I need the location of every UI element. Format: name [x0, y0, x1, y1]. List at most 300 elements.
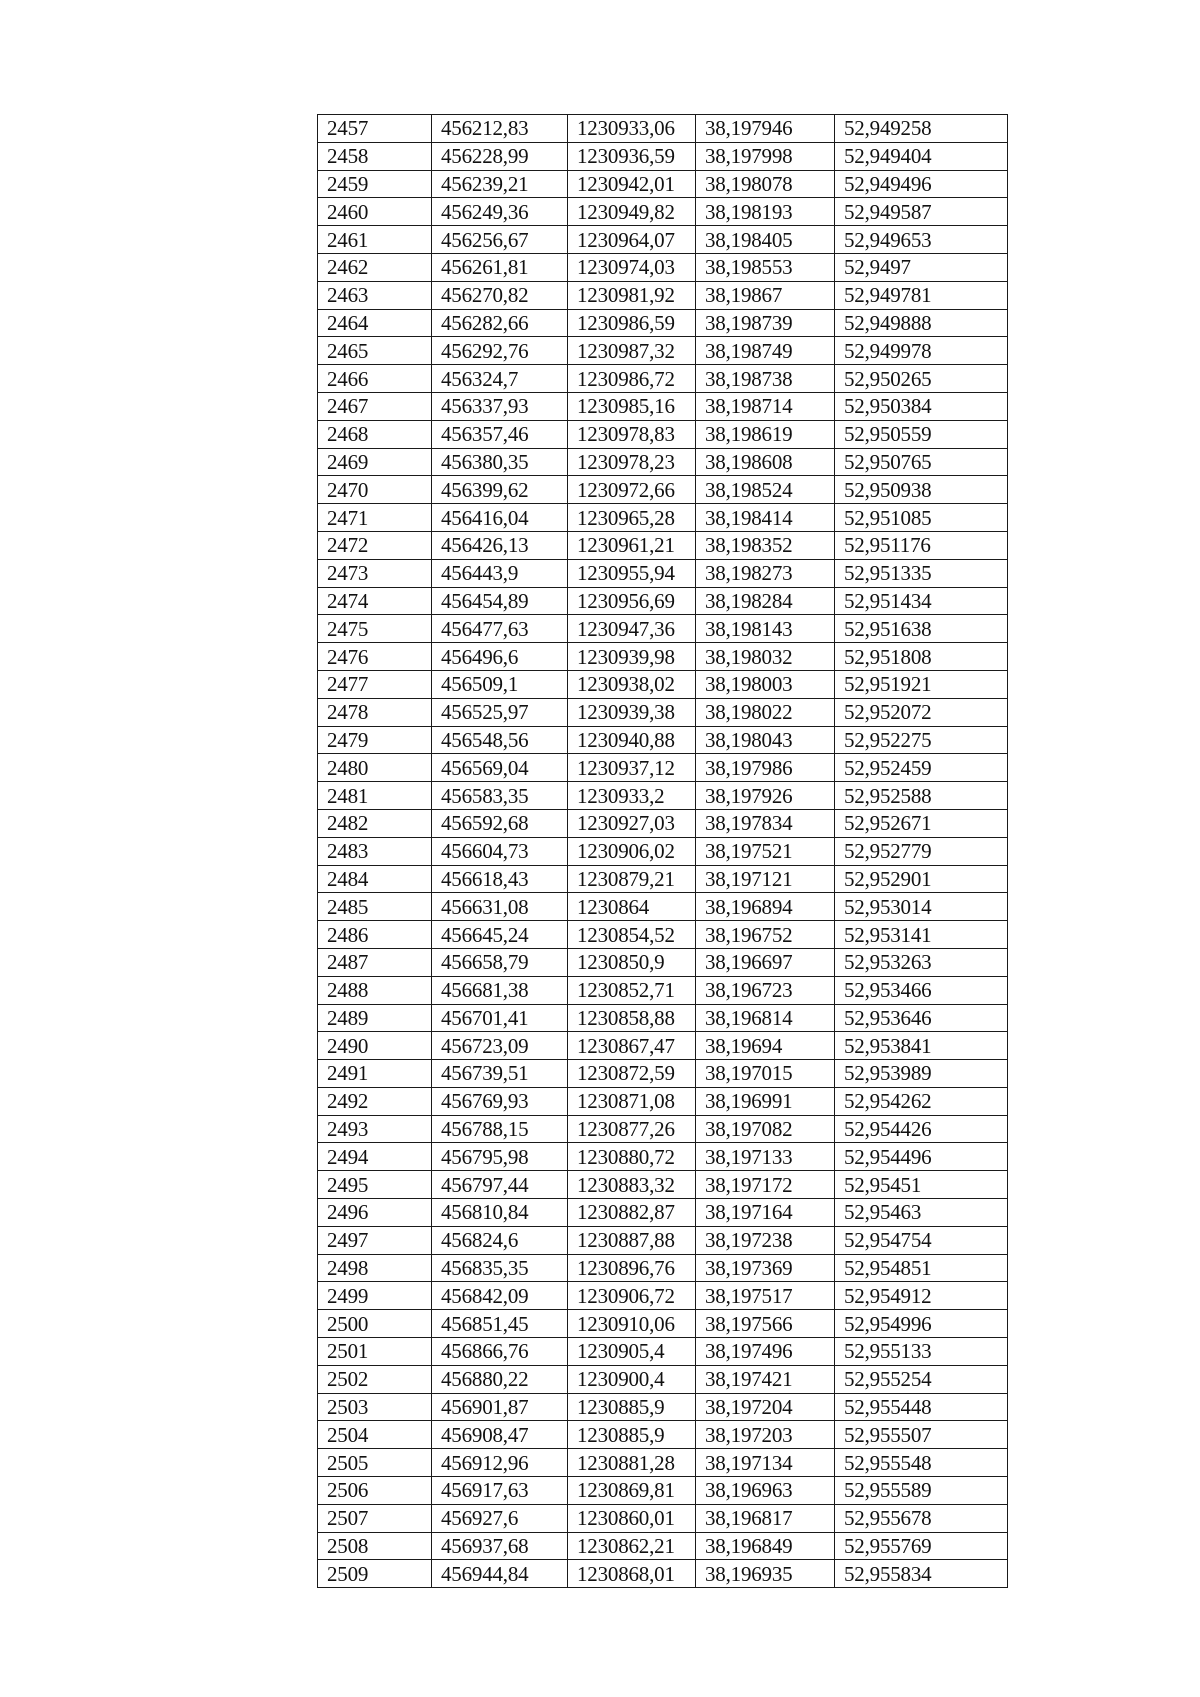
table-row	[318, 587, 1008, 615]
x-coordinate-cell: 456249,36	[432, 198, 568, 226]
x-coordinate-cell: 456866,76	[432, 1338, 568, 1366]
longitude-cell: 38,198714	[696, 392, 835, 420]
x-coordinate-cell: 456239,21	[432, 170, 568, 198]
y-coordinate-cell: 1230879,21	[568, 865, 696, 893]
table-row	[318, 1087, 1008, 1115]
latitude-cell: 52,955254	[835, 1365, 1008, 1393]
table-row	[318, 670, 1008, 698]
latitude-cell: 52,954996	[835, 1310, 1008, 1338]
table-row	[318, 1004, 1008, 1032]
y-coordinate-cell: 1230882,87	[568, 1199, 696, 1227]
y-coordinate-cell: 1230938,02	[568, 670, 696, 698]
y-coordinate-cell: 1230872,59	[568, 1060, 696, 1088]
point-number-cell: 2463	[318, 281, 432, 309]
longitude-cell: 38,197015	[696, 1060, 835, 1088]
y-coordinate-cell: 1230896,76	[568, 1254, 696, 1282]
y-coordinate-cell: 1230905,4	[568, 1338, 696, 1366]
point-number-cell: 2484	[318, 865, 432, 893]
table-row	[318, 726, 1008, 754]
y-coordinate-cell: 1230906,02	[568, 837, 696, 865]
longitude-cell: 38,197238	[696, 1226, 835, 1254]
longitude-cell: 38,196814	[696, 1004, 835, 1032]
point-number-cell: 2464	[318, 309, 432, 337]
latitude-cell: 52,951638	[835, 615, 1008, 643]
longitude-cell: 38,198273	[696, 559, 835, 587]
table-row	[318, 1338, 1008, 1366]
latitude-cell: 52,954426	[835, 1115, 1008, 1143]
point-number-cell: 2503	[318, 1393, 432, 1421]
x-coordinate-cell: 456256,67	[432, 226, 568, 254]
latitude-cell: 52,955507	[835, 1421, 1008, 1449]
latitude-cell: 52,954262	[835, 1087, 1008, 1115]
latitude-cell: 52,954851	[835, 1254, 1008, 1282]
y-coordinate-cell: 1230974,03	[568, 253, 696, 281]
latitude-cell: 52,949653	[835, 226, 1008, 254]
y-coordinate-cell: 1230862,21	[568, 1532, 696, 1560]
x-coordinate-cell: 456788,15	[432, 1115, 568, 1143]
longitude-cell: 38,197834	[696, 809, 835, 837]
longitude-cell: 38,197517	[696, 1282, 835, 1310]
x-coordinate-cell: 456509,1	[432, 670, 568, 698]
point-number-cell: 2457	[318, 115, 432, 143]
latitude-cell: 52,949781	[835, 281, 1008, 309]
longitude-cell: 38,197521	[696, 837, 835, 865]
longitude-cell: 38,196935	[696, 1560, 835, 1588]
x-coordinate-cell: 456810,84	[432, 1199, 568, 1227]
point-number-cell: 2495	[318, 1171, 432, 1199]
y-coordinate-cell: 1230871,08	[568, 1087, 696, 1115]
latitude-cell: 52,955678	[835, 1504, 1008, 1532]
table-row	[318, 698, 1008, 726]
longitude-cell: 38,198414	[696, 504, 835, 532]
y-coordinate-cell: 1230933,06	[568, 115, 696, 143]
longitude-cell: 38,198003	[696, 670, 835, 698]
y-coordinate-cell: 1230885,9	[568, 1421, 696, 1449]
table-row	[318, 1199, 1008, 1227]
longitude-cell: 38,197998	[696, 142, 835, 170]
x-coordinate-cell: 456282,66	[432, 309, 568, 337]
point-number-cell: 2485	[318, 893, 432, 921]
table-row	[318, 865, 1008, 893]
latitude-cell: 52,952072	[835, 698, 1008, 726]
latitude-cell: 52,949978	[835, 337, 1008, 365]
latitude-cell: 52,953141	[835, 921, 1008, 949]
point-number-cell: 2500	[318, 1310, 432, 1338]
y-coordinate-cell: 1230949,82	[568, 198, 696, 226]
longitude-cell: 38,197926	[696, 782, 835, 810]
x-coordinate-cell: 456399,62	[432, 476, 568, 504]
latitude-cell: 52,953989	[835, 1060, 1008, 1088]
x-coordinate-cell: 456880,22	[432, 1365, 568, 1393]
latitude-cell: 52,954912	[835, 1282, 1008, 1310]
table-row	[318, 365, 1008, 393]
x-coordinate-cell: 456701,41	[432, 1004, 568, 1032]
table-row	[318, 1504, 1008, 1532]
x-coordinate-cell: 456631,08	[432, 893, 568, 921]
y-coordinate-cell: 1230885,9	[568, 1393, 696, 1421]
point-number-cell: 2471	[318, 504, 432, 532]
latitude-cell: 52,955448	[835, 1393, 1008, 1421]
y-coordinate-cell: 1230937,12	[568, 754, 696, 782]
longitude-cell: 38,197082	[696, 1115, 835, 1143]
x-coordinate-cell: 456525,97	[432, 698, 568, 726]
x-coordinate-cell: 456835,35	[432, 1254, 568, 1282]
x-coordinate-cell: 456569,04	[432, 754, 568, 782]
table-row	[318, 392, 1008, 420]
latitude-cell: 52,950559	[835, 420, 1008, 448]
latitude-cell: 52,952901	[835, 865, 1008, 893]
latitude-cell: 52,951085	[835, 504, 1008, 532]
latitude-cell: 52,952779	[835, 837, 1008, 865]
latitude-cell: 52,951808	[835, 643, 1008, 671]
y-coordinate-cell: 1230900,4	[568, 1365, 696, 1393]
table-row	[318, 1477, 1008, 1505]
latitude-cell: 52,954496	[835, 1143, 1008, 1171]
longitude-cell: 38,19867	[696, 281, 835, 309]
table-row	[318, 754, 1008, 782]
x-coordinate-cell: 456416,04	[432, 504, 568, 532]
table-row	[318, 976, 1008, 1004]
x-coordinate-cell: 456912,96	[432, 1449, 568, 1477]
point-number-cell: 2472	[318, 531, 432, 559]
table-row	[318, 1226, 1008, 1254]
longitude-cell: 38,198022	[696, 698, 835, 726]
latitude-cell: 52,951176	[835, 531, 1008, 559]
table-row	[318, 448, 1008, 476]
latitude-cell: 52,949404	[835, 142, 1008, 170]
x-coordinate-cell: 456426,13	[432, 531, 568, 559]
latitude-cell: 52,951434	[835, 587, 1008, 615]
point-number-cell: 2467	[318, 392, 432, 420]
point-number-cell: 2494	[318, 1143, 432, 1171]
x-coordinate-cell: 456618,43	[432, 865, 568, 893]
latitude-cell: 52,9497	[835, 253, 1008, 281]
point-number-cell: 2502	[318, 1365, 432, 1393]
table-row	[318, 1032, 1008, 1060]
latitude-cell: 52,949258	[835, 115, 1008, 143]
point-number-cell: 2491	[318, 1060, 432, 1088]
y-coordinate-cell: 1230852,71	[568, 976, 696, 1004]
point-number-cell: 2496	[318, 1199, 432, 1227]
x-coordinate-cell: 456496,6	[432, 643, 568, 671]
longitude-cell: 38,198608	[696, 448, 835, 476]
longitude-cell: 38,197369	[696, 1254, 835, 1282]
y-coordinate-cell: 1230868,01	[568, 1560, 696, 1588]
y-coordinate-cell: 1230940,88	[568, 726, 696, 754]
table-row	[318, 1560, 1008, 1588]
y-coordinate-cell: 1230927,03	[568, 809, 696, 837]
longitude-cell: 38,196991	[696, 1087, 835, 1115]
longitude-cell: 38,198738	[696, 365, 835, 393]
longitude-cell: 38,197204	[696, 1393, 835, 1421]
table-row	[318, 1393, 1008, 1421]
x-coordinate-cell: 456917,63	[432, 1477, 568, 1505]
latitude-cell: 52,955133	[835, 1338, 1008, 1366]
y-coordinate-cell: 1230961,21	[568, 531, 696, 559]
longitude-cell: 38,197121	[696, 865, 835, 893]
table-row	[318, 1171, 1008, 1199]
point-number-cell: 2497	[318, 1226, 432, 1254]
x-coordinate-cell: 456739,51	[432, 1060, 568, 1088]
table-row	[318, 921, 1008, 949]
point-number-cell: 2473	[318, 559, 432, 587]
x-coordinate-cell: 456795,98	[432, 1143, 568, 1171]
point-number-cell: 2506	[318, 1477, 432, 1505]
longitude-cell: 38,196817	[696, 1504, 835, 1532]
table-row	[318, 198, 1008, 226]
y-coordinate-cell: 1230981,92	[568, 281, 696, 309]
table-row	[318, 1143, 1008, 1171]
longitude-cell: 38,196963	[696, 1477, 835, 1505]
y-coordinate-cell: 1230860,01	[568, 1504, 696, 1532]
point-number-cell: 2483	[318, 837, 432, 865]
point-number-cell: 2487	[318, 948, 432, 976]
point-number-cell: 2459	[318, 170, 432, 198]
latitude-cell: 52,953263	[835, 948, 1008, 976]
y-coordinate-cell: 1230869,81	[568, 1477, 696, 1505]
y-coordinate-cell: 1230986,59	[568, 309, 696, 337]
y-coordinate-cell: 1230867,47	[568, 1032, 696, 1060]
point-number-cell: 2458	[318, 142, 432, 170]
point-number-cell: 2469	[318, 448, 432, 476]
table-row	[318, 476, 1008, 504]
x-coordinate-cell: 456927,6	[432, 1504, 568, 1532]
y-coordinate-cell: 1230956,69	[568, 587, 696, 615]
y-coordinate-cell: 1230880,72	[568, 1143, 696, 1171]
coordinates-table	[317, 114, 1008, 1588]
latitude-cell: 52,955548	[835, 1449, 1008, 1477]
x-coordinate-cell: 456228,99	[432, 142, 568, 170]
y-coordinate-cell: 1230955,94	[568, 559, 696, 587]
longitude-cell: 38,197134	[696, 1449, 835, 1477]
longitude-cell: 38,197133	[696, 1143, 835, 1171]
x-coordinate-cell: 456380,35	[432, 448, 568, 476]
latitude-cell: 52,951335	[835, 559, 1008, 587]
x-coordinate-cell: 456548,56	[432, 726, 568, 754]
point-number-cell: 2462	[318, 253, 432, 281]
x-coordinate-cell: 456824,6	[432, 1226, 568, 1254]
x-coordinate-cell: 456212,83	[432, 115, 568, 143]
longitude-cell: 38,198032	[696, 643, 835, 671]
longitude-cell: 38,197566	[696, 1310, 835, 1338]
x-coordinate-cell: 456261,81	[432, 253, 568, 281]
latitude-cell: 52,950265	[835, 365, 1008, 393]
longitude-cell: 38,197946	[696, 115, 835, 143]
x-coordinate-cell: 456604,73	[432, 837, 568, 865]
longitude-cell: 38,198739	[696, 309, 835, 337]
table-row	[318, 837, 1008, 865]
y-coordinate-cell: 1230936,59	[568, 142, 696, 170]
longitude-cell: 38,196894	[696, 893, 835, 921]
y-coordinate-cell: 1230864	[568, 893, 696, 921]
longitude-cell: 38,198749	[696, 337, 835, 365]
latitude-cell: 52,95451	[835, 1171, 1008, 1199]
x-coordinate-cell: 456443,9	[432, 559, 568, 587]
table-row	[318, 1449, 1008, 1477]
point-number-cell: 2493	[318, 1115, 432, 1143]
x-coordinate-cell: 456583,35	[432, 782, 568, 810]
latitude-cell: 52,949496	[835, 170, 1008, 198]
x-coordinate-cell: 456681,38	[432, 976, 568, 1004]
x-coordinate-cell: 456797,44	[432, 1171, 568, 1199]
point-number-cell: 2507	[318, 1504, 432, 1532]
y-coordinate-cell: 1230965,28	[568, 504, 696, 532]
point-number-cell: 2488	[318, 976, 432, 1004]
x-coordinate-cell: 456337,93	[432, 392, 568, 420]
y-coordinate-cell: 1230986,72	[568, 365, 696, 393]
y-coordinate-cell: 1230933,2	[568, 782, 696, 810]
table-row	[318, 1421, 1008, 1449]
point-number-cell: 2505	[318, 1449, 432, 1477]
point-number-cell: 2479	[318, 726, 432, 754]
point-number-cell: 2478	[318, 698, 432, 726]
table-row	[318, 226, 1008, 254]
point-number-cell: 2499	[318, 1282, 432, 1310]
point-number-cell: 2509	[318, 1560, 432, 1588]
longitude-cell: 38,198078	[696, 170, 835, 198]
table-row	[318, 281, 1008, 309]
y-coordinate-cell: 1230887,88	[568, 1226, 696, 1254]
y-coordinate-cell: 1230985,16	[568, 392, 696, 420]
table-row	[318, 1532, 1008, 1560]
latitude-cell: 52,950384	[835, 392, 1008, 420]
coordinates-table-body	[318, 115, 1008, 1588]
point-number-cell: 2486	[318, 921, 432, 949]
longitude-cell: 38,198193	[696, 198, 835, 226]
point-number-cell: 2489	[318, 1004, 432, 1032]
table-row	[318, 1365, 1008, 1393]
y-coordinate-cell: 1230978,83	[568, 420, 696, 448]
y-coordinate-cell: 1230942,01	[568, 170, 696, 198]
latitude-cell: 52,952459	[835, 754, 1008, 782]
longitude-cell: 38,198284	[696, 587, 835, 615]
point-number-cell: 2460	[318, 198, 432, 226]
table-row	[318, 893, 1008, 921]
table-row	[318, 559, 1008, 587]
x-coordinate-cell: 456851,45	[432, 1310, 568, 1338]
x-coordinate-cell: 456454,89	[432, 587, 568, 615]
latitude-cell: 52,952588	[835, 782, 1008, 810]
point-number-cell: 2470	[318, 476, 432, 504]
x-coordinate-cell: 456937,68	[432, 1532, 568, 1560]
longitude-cell: 38,19694	[696, 1032, 835, 1060]
table-row	[318, 1254, 1008, 1282]
y-coordinate-cell: 1230910,06	[568, 1310, 696, 1338]
y-coordinate-cell: 1230877,26	[568, 1115, 696, 1143]
longitude-cell: 38,196697	[696, 948, 835, 976]
table-row	[318, 504, 1008, 532]
table-row	[318, 643, 1008, 671]
table-row	[318, 170, 1008, 198]
point-number-cell: 2490	[318, 1032, 432, 1060]
latitude-cell: 52,953014	[835, 893, 1008, 921]
longitude-cell: 38,197164	[696, 1199, 835, 1227]
x-coordinate-cell: 456270,82	[432, 281, 568, 309]
latitude-cell: 52,952671	[835, 809, 1008, 837]
y-coordinate-cell: 1230964,07	[568, 226, 696, 254]
latitude-cell: 52,954754	[835, 1226, 1008, 1254]
x-coordinate-cell: 456842,09	[432, 1282, 568, 1310]
point-number-cell: 2482	[318, 809, 432, 837]
longitude-cell: 38,196723	[696, 976, 835, 1004]
y-coordinate-cell: 1230939,38	[568, 698, 696, 726]
table-row	[318, 809, 1008, 837]
point-number-cell: 2501	[318, 1338, 432, 1366]
longitude-cell: 38,197172	[696, 1171, 835, 1199]
longitude-cell: 38,197496	[696, 1338, 835, 1366]
y-coordinate-cell: 1230858,88	[568, 1004, 696, 1032]
longitude-cell: 38,198043	[696, 726, 835, 754]
longitude-cell: 38,198352	[696, 531, 835, 559]
x-coordinate-cell: 456944,84	[432, 1560, 568, 1588]
x-coordinate-cell: 456645,24	[432, 921, 568, 949]
latitude-cell: 52,952275	[835, 726, 1008, 754]
table-row	[318, 1282, 1008, 1310]
x-coordinate-cell: 456723,09	[432, 1032, 568, 1060]
latitude-cell: 52,950938	[835, 476, 1008, 504]
longitude-cell: 38,198619	[696, 420, 835, 448]
table-row	[318, 531, 1008, 559]
latitude-cell: 52,953646	[835, 1004, 1008, 1032]
point-number-cell: 2475	[318, 615, 432, 643]
latitude-cell: 52,949587	[835, 198, 1008, 226]
latitude-cell: 52,955769	[835, 1532, 1008, 1560]
x-coordinate-cell: 456908,47	[432, 1421, 568, 1449]
longitude-cell: 38,197986	[696, 754, 835, 782]
x-coordinate-cell: 456292,76	[432, 337, 568, 365]
x-coordinate-cell: 456658,79	[432, 948, 568, 976]
table-row	[318, 337, 1008, 365]
latitude-cell: 52,95463	[835, 1199, 1008, 1227]
longitude-cell: 38,196752	[696, 921, 835, 949]
longitude-cell: 38,198405	[696, 226, 835, 254]
y-coordinate-cell: 1230854,52	[568, 921, 696, 949]
longitude-cell: 38,196849	[696, 1532, 835, 1560]
longitude-cell: 38,197203	[696, 1421, 835, 1449]
x-coordinate-cell: 456477,63	[432, 615, 568, 643]
longitude-cell: 38,198553	[696, 253, 835, 281]
latitude-cell: 52,949888	[835, 309, 1008, 337]
point-number-cell: 2481	[318, 782, 432, 810]
point-number-cell: 2474	[318, 587, 432, 615]
table-row	[318, 615, 1008, 643]
y-coordinate-cell: 1230978,23	[568, 448, 696, 476]
longitude-cell: 38,198524	[696, 476, 835, 504]
point-number-cell: 2508	[318, 1532, 432, 1560]
table-row	[318, 253, 1008, 281]
x-coordinate-cell: 456592,68	[432, 809, 568, 837]
longitude-cell: 38,197421	[696, 1365, 835, 1393]
latitude-cell: 52,955834	[835, 1560, 1008, 1588]
y-coordinate-cell: 1230972,66	[568, 476, 696, 504]
y-coordinate-cell: 1230881,28	[568, 1449, 696, 1477]
y-coordinate-cell: 1230939,98	[568, 643, 696, 671]
table-row	[318, 1060, 1008, 1088]
x-coordinate-cell: 456324,7	[432, 365, 568, 393]
x-coordinate-cell: 456769,93	[432, 1087, 568, 1115]
y-coordinate-cell: 1230850,9	[568, 948, 696, 976]
latitude-cell: 52,955589	[835, 1477, 1008, 1505]
y-coordinate-cell: 1230883,32	[568, 1171, 696, 1199]
point-number-cell: 2461	[318, 226, 432, 254]
point-number-cell: 2480	[318, 754, 432, 782]
point-number-cell: 2466	[318, 365, 432, 393]
x-coordinate-cell: 456901,87	[432, 1393, 568, 1421]
y-coordinate-cell: 1230947,36	[568, 615, 696, 643]
y-coordinate-cell: 1230987,32	[568, 337, 696, 365]
table-row	[318, 948, 1008, 976]
latitude-cell: 52,953841	[835, 1032, 1008, 1060]
